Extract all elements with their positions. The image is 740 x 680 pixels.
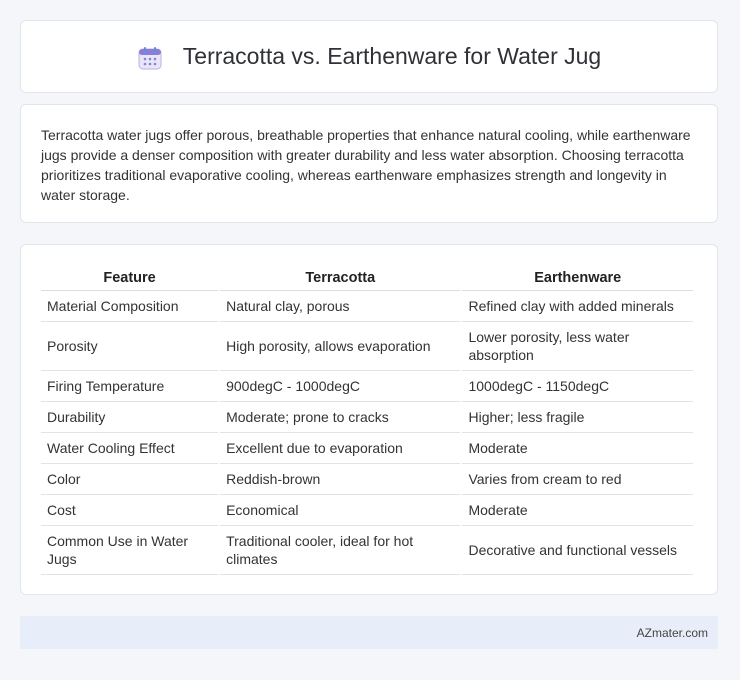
description-card — [20, 104, 718, 223]
table-header-row — [41, 265, 693, 291]
table-row — [41, 322, 693, 371]
table-cell: Color — [41, 464, 218, 495]
table-row — [41, 291, 693, 322]
table-cell: Refined clay with added minerals — [462, 291, 693, 322]
table-cell: Durability — [41, 402, 218, 433]
table-cell: Firing Temperature — [41, 371, 218, 402]
table-cell: Reddish-brown — [220, 464, 460, 495]
table-cell: Economical — [220, 495, 460, 526]
table-cell: Water Cooling Effect — [41, 433, 218, 464]
description-text: Terracotta water jugs offer porous, breathable properties that enhance natural cooling, while earthenware jugs provide a denser composition with greater durability and less water absorption. Choosing terracotta prioritizes traditional evaporative cooling, whereas earthenware emphasizes strength and longevity in water storage. — [41, 127, 691, 203]
table-cell: Material Composition — [41, 291, 218, 322]
table-cell: Natural clay, porous — [220, 291, 460, 322]
comparison-table — [39, 265, 695, 575]
table-cell: Moderate — [462, 433, 693, 464]
table-row — [41, 526, 693, 575]
table-row — [41, 371, 693, 402]
table-cell: 1000degC - 1150degC — [462, 371, 693, 402]
footer-bar — [20, 616, 718, 649]
footer-brand[interactable]: AZmater.com — [636, 625, 708, 640]
table-row — [41, 495, 693, 526]
page-title: Terracotta vs. Earthenware for Water Jug — [182, 43, 602, 69]
table-row — [41, 464, 693, 495]
comparison-card — [20, 244, 718, 595]
table-cell: Decorative and functional vessels — [462, 526, 693, 575]
title-card — [20, 20, 718, 93]
table-row — [41, 402, 693, 433]
column-header-earthenware: Earthenware — [462, 265, 693, 291]
table-cell: 900degC - 1000degC — [220, 371, 460, 402]
table-cell: Moderate — [462, 495, 693, 526]
table-cell: High porosity, allows evaporation — [220, 322, 460, 371]
table-cell: Cost — [41, 495, 218, 526]
column-header-terracotta: Terracotta — [220, 265, 460, 291]
table-cell: Porosity — [41, 322, 218, 371]
column-header-feature: Feature — [41, 265, 218, 291]
table-cell: Varies from cream to red — [462, 464, 693, 495]
calendar-icon — [137, 45, 163, 71]
table-cell: Traditional cooler, ideal for hot climates — [220, 526, 460, 575]
table-cell: Lower porosity, less water absorption — [462, 322, 693, 371]
table-cell: Higher; less fragile — [462, 402, 693, 433]
table-cell: Excellent due to evaporation — [220, 433, 460, 464]
table-row — [41, 433, 693, 464]
table-cell: Moderate; prone to cracks — [220, 402, 460, 433]
table-cell: Common Use in Water Jugs — [41, 526, 218, 575]
